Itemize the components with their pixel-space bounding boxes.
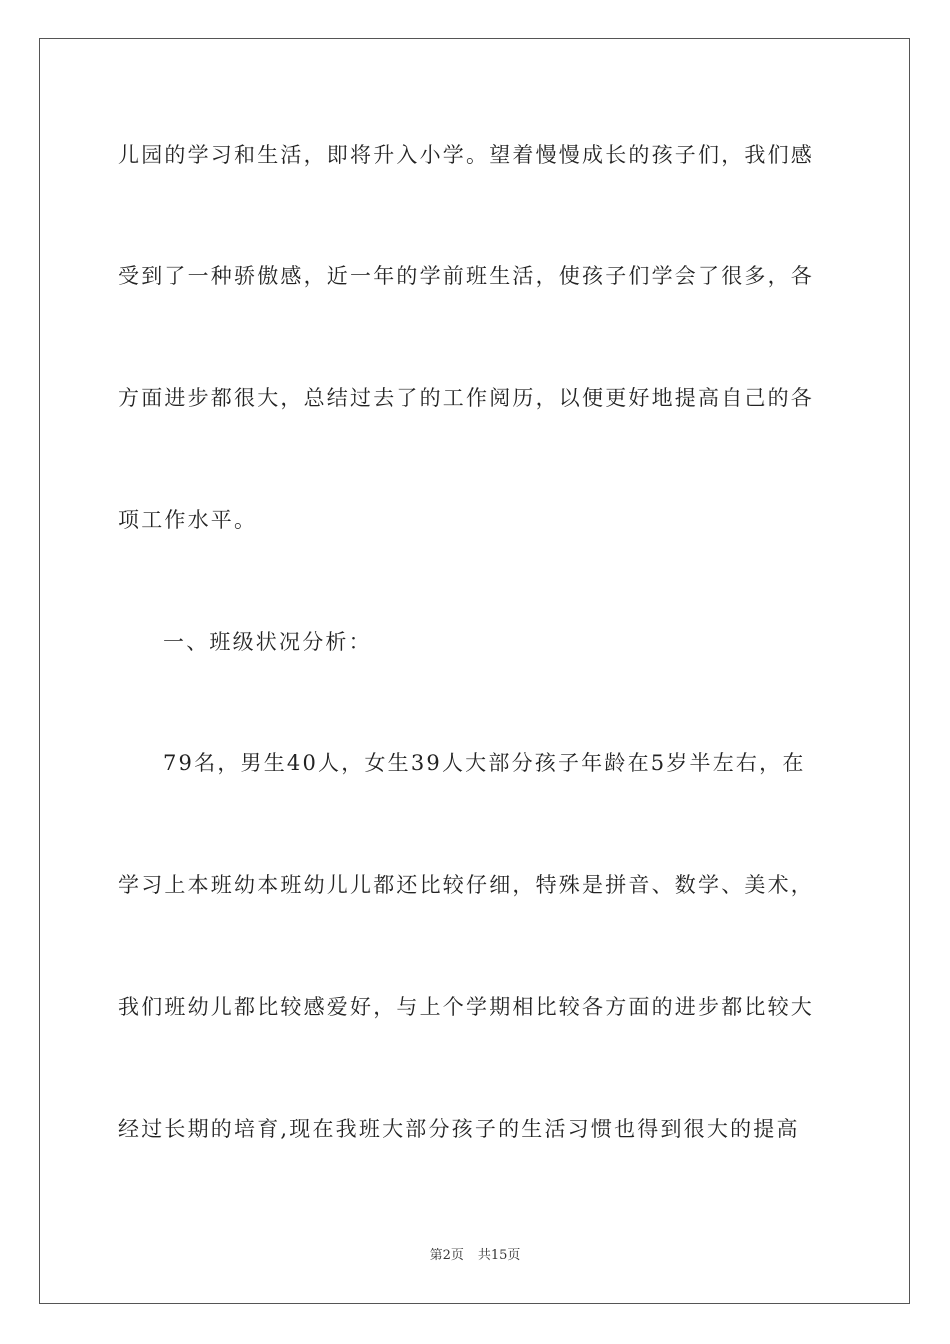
page-number-total: 共15页 <box>477 1248 521 1263</box>
text-line-9: 经过长期的培育,现在我班大部分孩子的生活习惯也得到很大的提高 <box>118 1117 800 1141</box>
text-line-7: 学习上本班幼本班幼儿儿都还比较仔细，特殊是拼音、数学、美术， <box>118 873 814 897</box>
text-line-3: 方面进步都很大，总结过去了的工作阅历，以便更好地提高自己的各 <box>118 386 814 410</box>
text-line-1: 儿园的学习和生活，即将升入小学。望着慢慢成长的孩子们，我们感 <box>118 143 814 167</box>
text-line-8: 我们班幼儿都比较感爱好，与上个学期相比较各方面的进步都比较大 <box>118 995 814 1019</box>
text-line-6: 79名，男生40人，女生39人大部分孩子年龄在5岁半左右，在 <box>163 751 806 775</box>
page-footer <box>0 1247 950 1265</box>
page-number-current: 第2页 <box>429 1248 464 1263</box>
section-heading: 一、班级状况分析： <box>163 630 372 654</box>
text-line-2: 受到了一种骄傲感，近一年的学前班生活，使孩子们学会了很多，各 <box>118 264 814 288</box>
text-line-4: 项工作水平。 <box>118 508 258 532</box>
